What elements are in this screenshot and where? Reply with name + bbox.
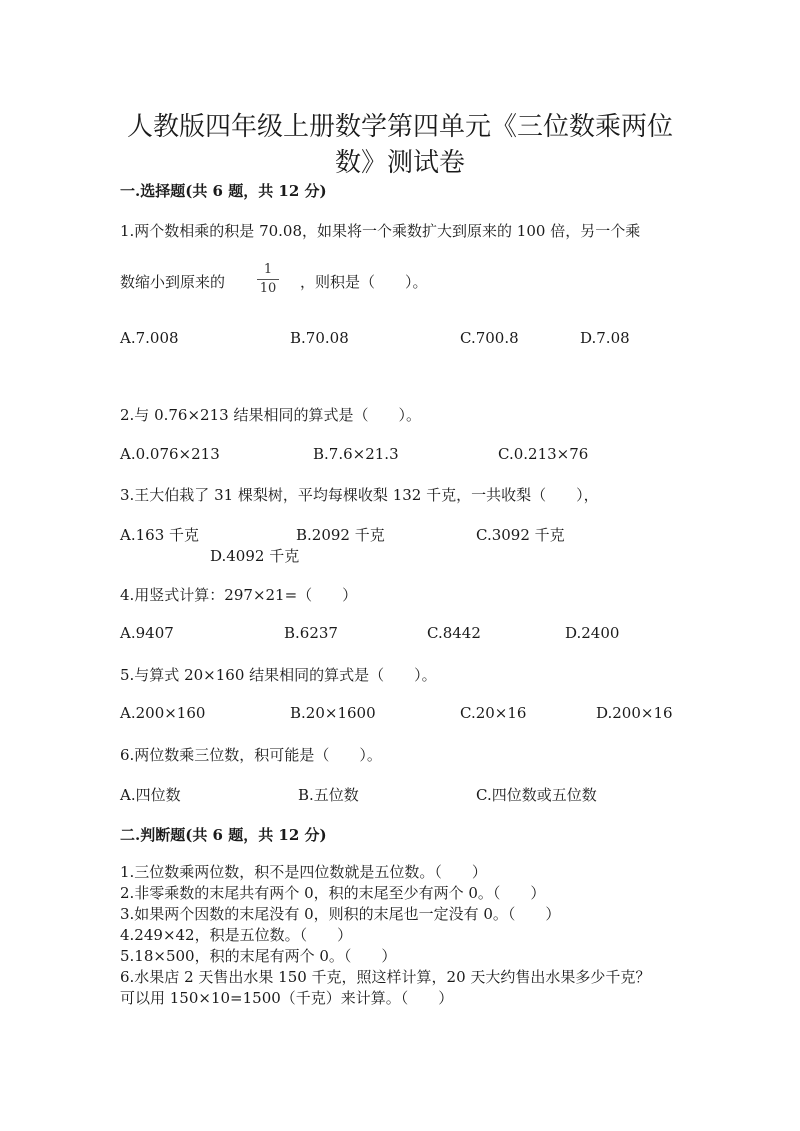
q3-option-d: D.4092 千克 xyxy=(210,547,300,565)
q4-option-a: A.9407 xyxy=(120,624,174,642)
question-6-text: 6.两位数乘三位数，积可能是（ ）。 xyxy=(120,746,382,764)
fraction-numerator: 1 xyxy=(263,262,273,277)
section-heading-judgement: 二.判断题(共 6 题，共 12 分) xyxy=(120,826,327,844)
title-line-2: 数》测试卷 xyxy=(334,148,465,179)
q2-option-a: A.0.076×213 xyxy=(120,445,220,463)
judgement-item-1: 1.三位数乘两位数，积不是四位数就是五位数。（ ） xyxy=(120,863,487,881)
question-5-text: 5.与算式 20×160 结果相同的算式是（ ）。 xyxy=(120,666,437,684)
question-1-text: 1.两个数相乘的积是 70.08，如果将一个乘数扩大到原来的 100 倍，另一个乘 xyxy=(120,222,641,240)
title-line-1: 人教版四年级上册数学第四单元《三位数乘两位 xyxy=(126,112,673,143)
q1-option-c: C.700.8 xyxy=(460,329,519,347)
q6-option-b: B.五位数 xyxy=(298,786,359,804)
question-2-text: 2.与 0.76×213 结果相同的算式是（ ）。 xyxy=(120,406,421,424)
q5-option-c: C.20×16 xyxy=(460,704,527,722)
q3-option-c: C.3092 千克 xyxy=(476,526,565,544)
q3-option-a: A.163 千克 xyxy=(120,526,199,544)
page-title xyxy=(100,109,700,181)
question-1-blank: ，则积是（ ）。 xyxy=(300,273,428,291)
question-4-text: 4.用竖式计算：297×21=（ ） xyxy=(120,586,358,604)
question-3-text: 3.王大伯栽了 31 棵梨树，平均每棵收梨 132 千克，一共收梨（ ）， xyxy=(120,486,599,504)
q2-option-c: C.0.213×76 xyxy=(498,445,589,463)
q1-option-d: D.7.08 xyxy=(580,329,630,347)
judgement-item-6: 6.水果店 2 天售出水果 150 千克，照这样计算，20 天大约售出水果多少千克？ xyxy=(120,968,651,986)
q1-option-a: A.7.008 xyxy=(120,329,179,347)
fraction-bar xyxy=(257,279,279,280)
judgement-item-2: 2.非零乘数的末尾共有两个 0，积的末尾至少有两个 0。（ ） xyxy=(120,884,546,902)
judgement-item-3: 3.如果两个因数的末尾没有 0，则积的末尾也一定没有 0。（ ） xyxy=(120,905,561,923)
question-1-text-cont: 数缩小到原来的 xyxy=(120,273,226,291)
q4-option-d: D.2400 xyxy=(565,624,620,642)
judgement-item-6-cont: 可以用 150×10=1500（千克）来计算。（ ） xyxy=(120,989,454,1007)
fraction-one-tenth xyxy=(255,262,281,297)
q2-option-b: B.7.6×21.3 xyxy=(313,445,399,463)
section-heading-choice: 一.选择题(共 6 题，共 12 分) xyxy=(120,182,327,200)
q4-option-c: C.8442 xyxy=(427,624,481,642)
q5-option-a: A.200×160 xyxy=(120,704,206,722)
q1-option-b: B.70.08 xyxy=(290,329,349,347)
q6-option-a: A.四位数 xyxy=(120,786,181,804)
q5-option-b: B.20×1600 xyxy=(290,704,376,722)
q4-option-b: B.6237 xyxy=(284,624,338,642)
fraction-denominator: 10 xyxy=(259,281,277,296)
judgement-item-4: 4.249×42，积是五位数。（ ） xyxy=(120,926,353,944)
q5-option-d: D.200×16 xyxy=(596,704,673,722)
q6-option-c: C.四位数或五位数 xyxy=(476,786,597,804)
judgement-item-5: 5.18×500，积的末尾有两个 0。（ ） xyxy=(120,947,397,965)
q3-option-b: B.2092 千克 xyxy=(296,526,385,544)
